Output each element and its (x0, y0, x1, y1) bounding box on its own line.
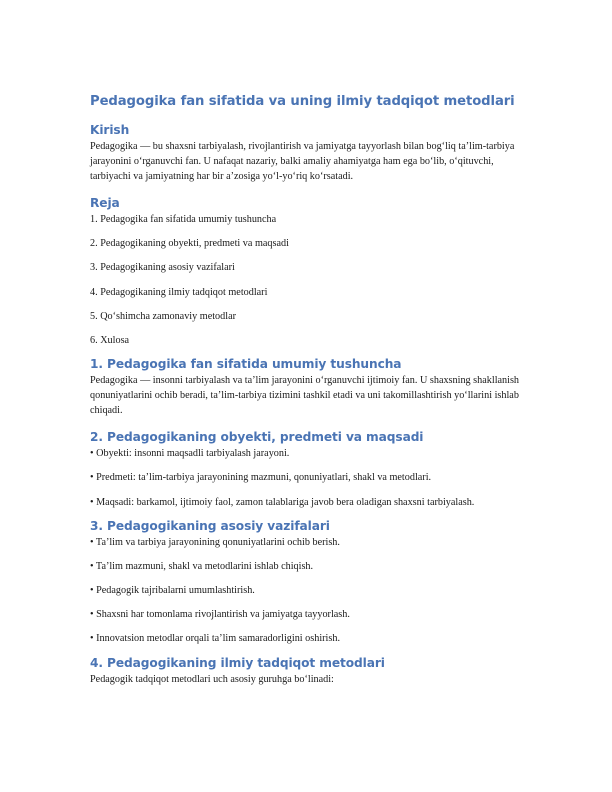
list-item: 5. Qo‘shimcha zamonaviy metodlar (90, 310, 236, 322)
section2-list (90, 446, 522, 509)
section4-heading: 4. Pedagogikaning ilmiy tadqiqot metodlari (90, 655, 385, 670)
list-item: • Pedagogik tajribalarni umumlashtirish. (90, 585, 255, 597)
section1-paragraph: Pedagogika — insonni tarbiyalash va ta’lim jarayonini o‘rganuvchi ijtimoiy fan. U shaxsning shakllanish qonuniyatlarini ochib beradi, ta’lim-tarbiya tizimini tashkil etadi va uni takomillashtirish yo‘llarini ishlab chiqadi. (90, 375, 520, 417)
intro-paragraph: Pedagogika — bu shaxsni tarbiyalash, rivojlantirish va jamiyatga tayyorlash bilan bog‘liq ta’lim-tarbiya jarayonini o‘rganuvchi fan. U nafaqat nazariy, balki amaliy ahamiyatga ham ega bo‘lib, o‘qituvchi, tarbiyachi va jamiyatning har bir a’zosiga yo‘l-yo‘riq ko‘rsatadi. (90, 141, 515, 182)
list-item: • Ta’lim va tarbiya jarayonining qonuniyatlarini ochib berish. (90, 536, 340, 548)
list-item: 1. Pedagogika fan sifatida umumiy tushuncha (90, 214, 277, 225)
list-item: • Innovatsion metodlar orqali ta’lim samaradorligini oshirish. (90, 633, 340, 645)
list-item: 4. Pedagogikaning ilmiy tadqiqot metodlari (90, 286, 268, 298)
list-item: 2. Pedagogikaning obyekti, predmeti va maqsadi (90, 238, 289, 250)
list-item: 3. Pedagogikaning asosiy vazifalari (90, 262, 235, 274)
list-item: • Maqsadi: barkamol, ijtimoiy faol, zamon talablariga javob bera oladigan shaxsni tarbiyalash. (90, 496, 475, 508)
list-item: • Obyekti: insonni maqsadli tarbiyalash jarayoni. (90, 448, 290, 460)
intro-heading: Kirish (90, 123, 130, 137)
list-item: • Predmeti: ta’lim-tarbiya jarayonining mazmuni, qonuniyatlari, shakl va metodlari. (90, 472, 432, 484)
section4-paragraph: Pedagogik tadqiqot metodlari uch asosiy guruhga bo‘linadi: (90, 673, 334, 685)
plan-list (90, 212, 522, 348)
section2-heading: 2. Pedagogikaning obyekti, predmeti va maqsadi (90, 430, 424, 445)
section3-heading: 3. Pedagogikaning asosiy vazifalari (90, 518, 330, 533)
list-item: • Shaxsni har tomonlama rivojlantirish va jamiyatga tayyorlash. (90, 609, 350, 621)
section3-list (90, 535, 522, 647)
section1-heading: 1. Pedagogika fan sifatida umumiy tushuncha (90, 357, 402, 372)
document-title: Pedagogika fan sifatida va uning ilmiy tadqiqot metodlari (90, 94, 515, 109)
plan-heading: Reja (90, 196, 120, 210)
list-item: • Ta’lim mazmuni, shakl va metodlarini ishlab chiqish. (90, 560, 314, 572)
list-item: 6. Xulosa (90, 334, 130, 346)
